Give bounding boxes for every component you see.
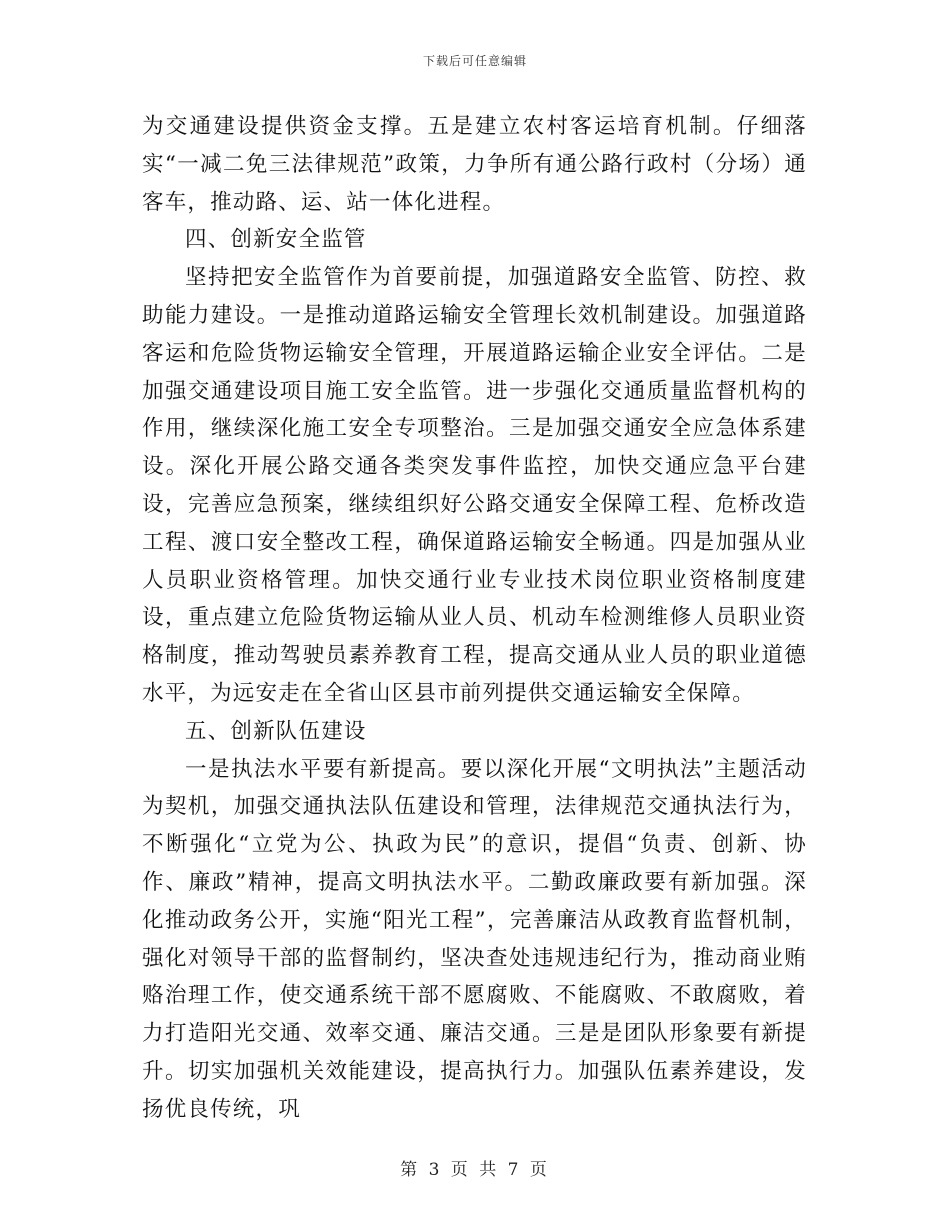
document-body [142,108,807,1129]
paragraph-team: 一是执法水平要有新提高。要以深化开展“文明执法”主题活动为契机，加强交通执法队伍建设和管理，法律规范交通执法行为，不断强化“立党为公、执政为民”的意识，提倡“负责、创新、协作、廉政”精神，提高文明执法水平。二勤政廉政要有新加强。深化推动政务公开，实施“阳光工程”，完善廉洁从政教育监督机制，强化对领导干部的监督制约，坚决查处违规违纪行为，推动商业贿赂治理工作，使交通系统干部不愿腐败、不能腐败、不敢腐败，着力打造阳光交通、效率交通、廉洁交通。三是是团队形象要有新提升。切实加强机关效能建设，提高执行力。加强队伍素养建设，发扬优良传统，巩 [142,756,807,1122]
section-heading-safety: 四、创新安全监管 [185,227,367,253]
page-header: 下载后可任意编辑 [422,54,527,68]
paragraph-safety: 坚持把安全监管作为首要前提，加强道路安全监管、防控、救助能力建设。一是推动道路运输安全管理长效机制建设。加强道路客运和危险货物运输安全管理，开展道路运输企业安全评估。二是加强交通建设项目施工安全监管。进一步强化交通质量监督机构的作用，继续深化施工安全专项整治。三是加强交通安全应急体系建设。深化开展公路交通各类突发事件监控，加快交通应急平台建设，完善应急预案，继续组织好公路交通安全保障工程、危桥改造工程、渡口安全整改工程，确保道路运输安全畅通。四是加强从业人员职业资格管理。加快交通行业专业技术岗位职业资格制度建设，重点建立危险货物运输从业人员、机动车检测维修人员职业资格制度，推动驾驶员素养教育工程，提高交通从业人员的职业道德水平，为远安走在全省山区县市前列提供交通运输安全保障。 [142,265,807,706]
paragraph-continuation: 为交通建设提供资金支撑。五是建立农村客运培育机制。仔细落实“一减二免三法律规范”政策，力争所有通公路行政村（分场）通客车，推动路、运、站一体化进程。 [142,114,807,215]
page-number: 第 3 页 共 7 页 [400,1160,550,1180]
section-heading-team: 五、创新队伍建设 [185,718,367,744]
